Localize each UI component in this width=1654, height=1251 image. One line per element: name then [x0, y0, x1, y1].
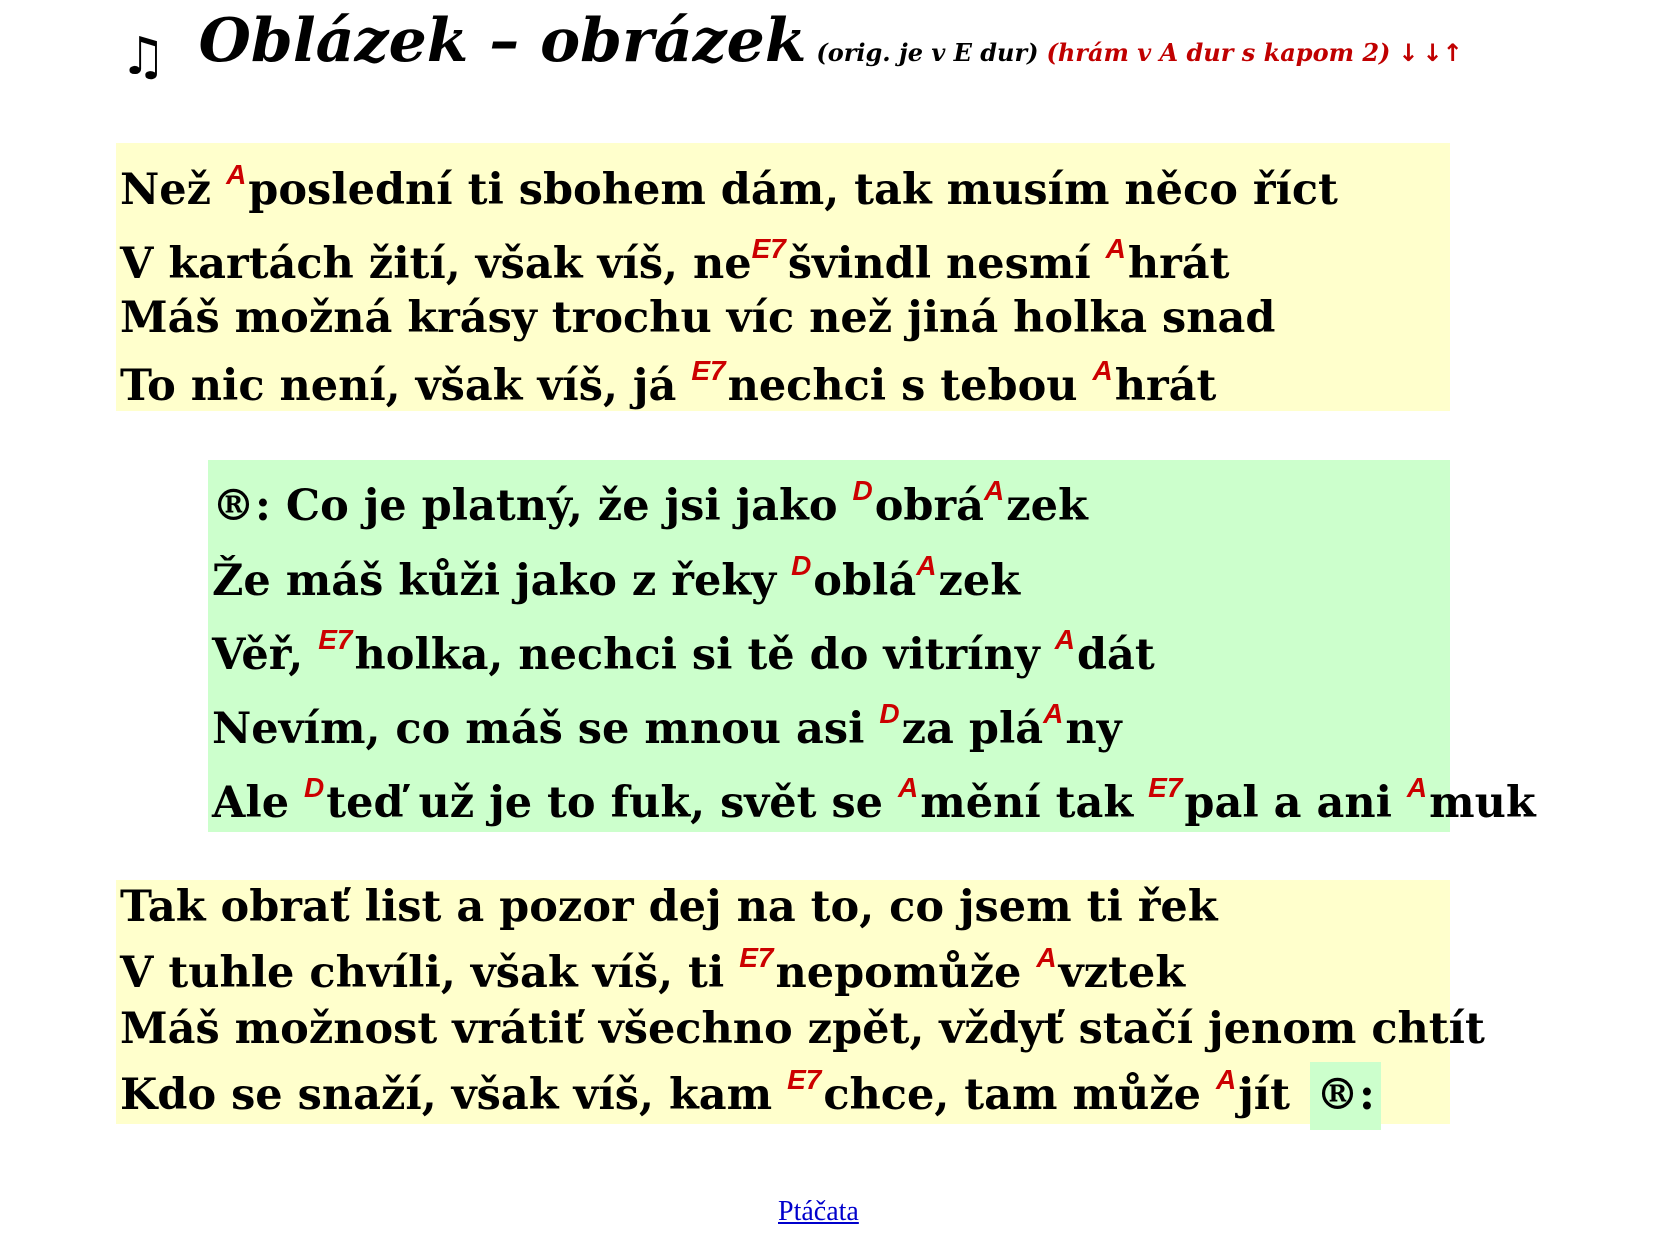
lyric-line: V kartách žití, však víš, $ne^{E7}švindl$ nesmí $^A$hrát: [120, 233, 1230, 289]
footer-link[interactable]: Ptáčata: [778, 1196, 859, 1227]
lyric-line: Máš možná krásy trochu víc než jiná holka snad: [120, 293, 1276, 343]
song-title: Oblázek – obrázek: [198, 6, 807, 76]
chord: D: [304, 772, 325, 803]
original-key-note: (orig. je v E dur): [816, 38, 1039, 67]
lyric-line: Nevím, co máš se mnou asi $^D$za plá$^A$ny: [212, 698, 1122, 754]
chord: A: [1406, 772, 1428, 803]
chord: A: [984, 475, 1005, 506]
chord: D: [852, 475, 873, 506]
verse-2: [116, 880, 1485, 1124]
music-note-icon: ♫: [120, 26, 167, 87]
chord: D: [879, 698, 900, 729]
lyric-line: To nic není, však víš, já $^{E7}$nechci s tebou $^A$hrát: [120, 355, 1217, 411]
chord: A: [898, 772, 919, 803]
chord: E7: [739, 942, 774, 973]
chord: E7: [751, 233, 786, 264]
chord: A: [1054, 624, 1075, 655]
chorus-repeat-mark: ®:: [1310, 1062, 1381, 1130]
lyric-line: Věř, $^{E7}$holka, nechci si tě do vitríny $^A$dát: [212, 624, 1155, 680]
chorus: [208, 460, 1536, 832]
chord: A: [1215, 1064, 1237, 1095]
transpose-down-arrow-icon[interactable]: ↓: [1398, 39, 1419, 67]
chord: A: [916, 550, 937, 581]
chord: E7: [691, 355, 726, 386]
lyric-line: ®: Co je platný, že jsi jako $^D$obrá$^A$zek: [212, 475, 1088, 531]
song-title-bar: [120, 6, 1467, 87]
capo-note: (hrám v A dur s kapom 2): [1046, 38, 1391, 67]
chord: A: [226, 159, 247, 190]
chord: D: [791, 550, 812, 581]
chord: A: [1036, 942, 1057, 973]
transpose-controls: [1398, 39, 1466, 67]
chord: A: [1043, 698, 1064, 729]
chord: E7: [318, 624, 353, 655]
lyric-line: Kdo se snaží, však víš, kam $^{E7}$chce, tam může $^A$jít ®:: [120, 1074, 1381, 1117]
lyric-line: Než $^A$poslední ti sbohem dám, tak musím něco říct: [120, 159, 1338, 215]
chord: E7: [1148, 772, 1183, 803]
verse-1: [116, 143, 1450, 411]
chord: E7: [787, 1064, 822, 1095]
lyric-line: V tuhle chvíli, však víš, ti $^{E7}$nepomůže $^A$vztek: [120, 942, 1186, 998]
lyric-line: Tak obrať list a pozor dej na to, co jsem ti řek: [120, 882, 1218, 932]
lyric-line: Máš možnost vrátiť všechno zpět, vždyť stačí jenom chtít: [120, 1004, 1485, 1054]
chord: A: [1092, 355, 1113, 386]
chord: A: [1105, 233, 1126, 264]
transpose-updown-arrow-icon[interactable]: ↓↑: [1422, 39, 1463, 67]
lyric-line: Ale $^D$teď už je to fuk, svět se $^A$mění tak $^{E7}$pal a ani $^A$muk: [212, 772, 1536, 828]
lyric-line: Že máš kůži jako z řeky $^D$oblá$^A$zek: [212, 550, 1021, 606]
